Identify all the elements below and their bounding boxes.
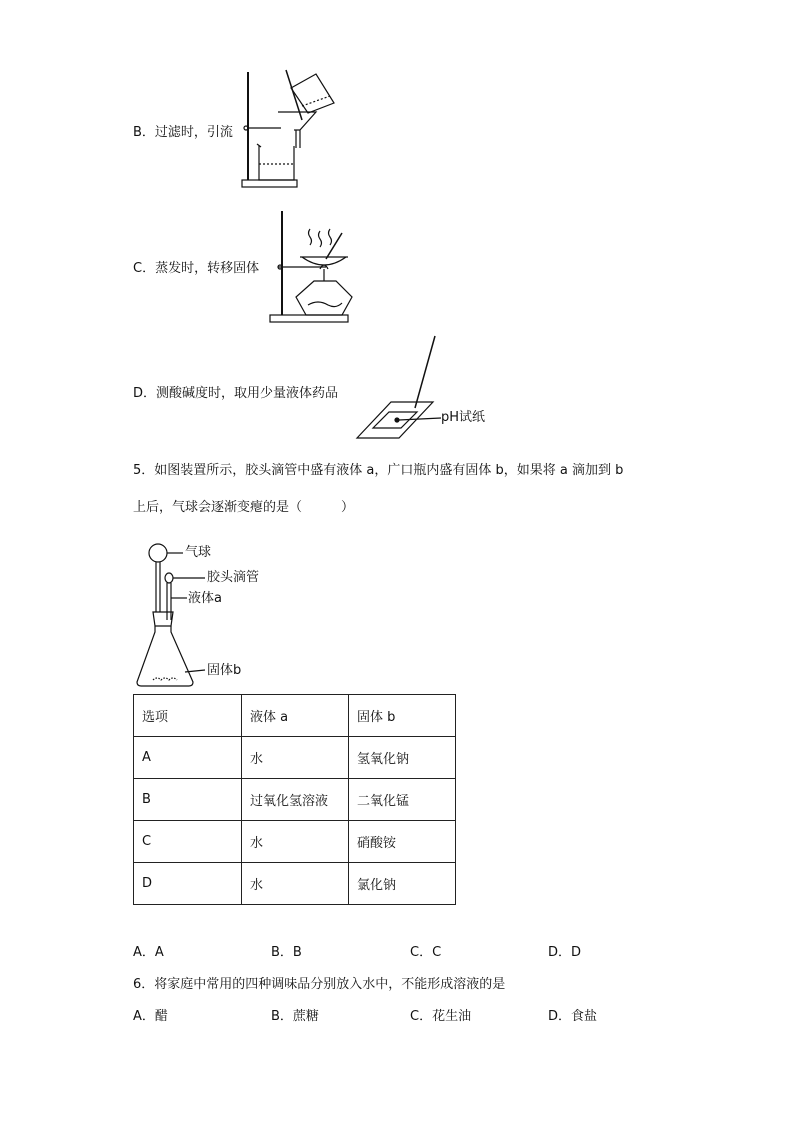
table-cell: 硝酸铵 [349, 821, 456, 863]
table-header-row [134, 695, 456, 737]
dropper-label: 胶头滴管 [207, 570, 260, 585]
evaporation-apparatus-figure [266, 207, 376, 327]
answer-choice-b[interactable]: B．蔗糖 [271, 1009, 319, 1024]
liquid-a-label: 液体a [188, 591, 222, 606]
answer-choice-a[interactable]: A．醋 [133, 1009, 168, 1024]
table-cell: 水 [242, 863, 349, 905]
table-row [134, 737, 456, 779]
option-c-text: C．蒸发时，转移固体 [133, 261, 260, 276]
table-cell: 过氧化氢溶液 [242, 779, 349, 821]
options-table [133, 694, 456, 905]
table-row [134, 779, 456, 821]
answer-choice-d[interactable]: D．D [548, 945, 582, 960]
table-cell: C [134, 821, 242, 863]
question-5-stem-line-1: 5．如图装置所示，胶头滴管中盛有液体 a，广口瓶内盛有固体 b，如果将 a 滴加到 b [133, 463, 624, 478]
filtration-apparatus-figure [236, 68, 356, 193]
balloon-label: 气球 [185, 545, 212, 560]
answer-choice-c[interactable]: C．C [410, 945, 442, 960]
answer-choice-b[interactable]: B．B [271, 945, 302, 960]
table-cell: 水 [242, 821, 349, 863]
table-row [134, 863, 456, 905]
table-row [134, 821, 456, 863]
table-cell: 氢氧化钠 [349, 737, 456, 779]
question-6-stem: 6．将家庭中常用的四种调味品分别放入水中，不能形成溶液的是 [133, 977, 506, 992]
table-cell: 氯化钠 [349, 863, 456, 905]
table-header-cell: 固体 b [349, 695, 456, 737]
table-cell: B [134, 779, 242, 821]
table-cell: A [134, 737, 242, 779]
balloon-flask-figure [133, 540, 213, 690]
table-cell: 二氧化锰 [349, 779, 456, 821]
answer-choice-a[interactable]: A．A [133, 945, 164, 960]
table-cell: D [134, 863, 242, 905]
option-d-text: D．测酸碱度时，取用少量液体药品 [133, 386, 339, 401]
answer-choice-c[interactable]: C．花生油 [410, 1009, 472, 1024]
ph-paper-label: pH试纸 [441, 410, 486, 425]
solid-b-label: 固体b [207, 663, 242, 678]
table-header-cell: 液体 a [242, 695, 349, 737]
answer-choice-d[interactable]: D．食盐 [548, 1009, 598, 1024]
table-header-cell: 选项 [134, 695, 242, 737]
question-5-stem-line-2: 上后，气球会逐渐变瘪的是（ ） [133, 500, 355, 515]
table-cell: 水 [242, 737, 349, 779]
option-b-text: B．过滤时，引流 [133, 125, 233, 140]
